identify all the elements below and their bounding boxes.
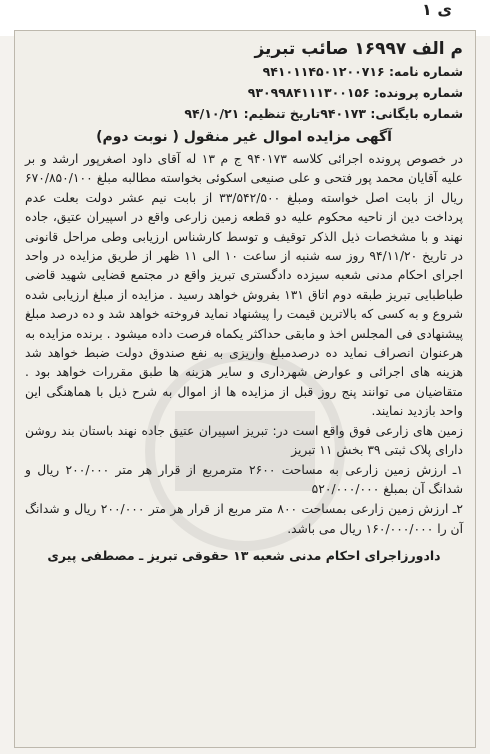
header-mark: ی ۱ (422, 0, 452, 19)
notice-body: در خصوص پرونده اجرائی کلاسه ۹۴۰۱۷۳ ج م ۱۳ له آقای داود اصغرپور ارشد و بر علیه آقایان محمد پور فتحی و علی صنیعی اسکوئی بخواسته مطالبه مبلغ ۶۷۰/۸۵۰/۱۰۰ ریال از بابت اصل خواسته ومبلغ ۳۳/۵۴۲/۵۰۰ از بابت نیم عشر دولت بعلت عدم پرداخت دین از ناحیه محکوم علیه دو قطعه زمین زارعی واقع در اسپیران عتیق، جاده نهند و با مشخصات ذیل الذکر توقیف و توسط کارشناس ارزیابی وطی مراحل قانونی در تاریخ ۹۴/۱۱/۲۰ روز سه شنبه از ساعت ۱۰ الی ۱۱ ظهر از طریق مزایده در واحد اجرای احکام مدنی شعبه سیزده دادگستری تبریز واقع در مجتمع قضایی شهید قاضی طباطبایی تبریز طبقه دوم اتاق ۱۳۱ بفروش خواهد رسید . مزایده از مبلغ ارزیابی شده شروع و به کسی که بالاترین قیمت را پیشنهاد نماید فروخته خواهد شد و ده درصد مبلغ پیشنهادی فی المجلس اخذ و مابقی حداکثر یکماه فرصت داده میشود . برنده مزایده به هرعنوان انصراف نماید ده درصدمبلغ واریزی به نفع صندوق دولت ضبط خواهد شد هزینه های اجرائی و عوارض شهرداری و سایر هزینه ها طبق مقررات خواهد بود . متقاضیان می توانند پنج روز قبل از مزایده ها از اموال به شرح ذیل با هماهنگی این واحد بازدید نمایند. (25, 152, 464, 419)
property-item-1: ۱ـ ارزش زمین زارعی به مساحت ۲۶۰۰ مترمربع از قرار هر متر ۲۰۰/۰۰۰ ریال و شدانگ آن بمبلغ ۵۲۰/۰۰۰/۰۰۰ (25, 462, 463, 497)
property-location: زمین های زارعی فوق واقع است در: تبریز اسپیران عتیق جاده نهند باستان بند روشن دارای پلاک ثبتی ۳۹ بخش ۱۱ تبریز (25, 423, 463, 458)
notice-title: آگهی مزایده اموال غیر منقول ( نوبت دوم) (96, 129, 392, 145)
notice-heading: م الف ۱۶۹۹۷ صائب تبریز (254, 39, 463, 59)
case-number: شماره پرونده: ۹۳۰۹۹۸۴۱۱۱۳۰۰۱۵۶ (247, 85, 463, 100)
archive-number: شماره بایگانی: ۹۴۰۱۷۳تاریخ تنظیم: ۹۴/۱۰/۲۱ (184, 106, 463, 121)
property-item-2: ۲ـ ارزش زمین زارعی بمساحت ۸۰۰ متر مربع از قرار هر متر ۲۰۰/۰۰۰ ریال و شدانگ آن را ۱۶۰/۰۰۰/۰۰۰ ریال می باشد. (25, 502, 463, 536)
notice-clipping (14, 30, 476, 748)
notice-signature: دادورزاجرای احکام مدنی شعبه ۱۳ حقوقی تبریز ـ مصطفی پیری (47, 548, 441, 564)
letter-number: شماره نامه: ۹۴۱۰۱۱۴۵۰۱۲۰۰۷۱۶ (262, 64, 463, 79)
notice-content (15, 31, 475, 567)
